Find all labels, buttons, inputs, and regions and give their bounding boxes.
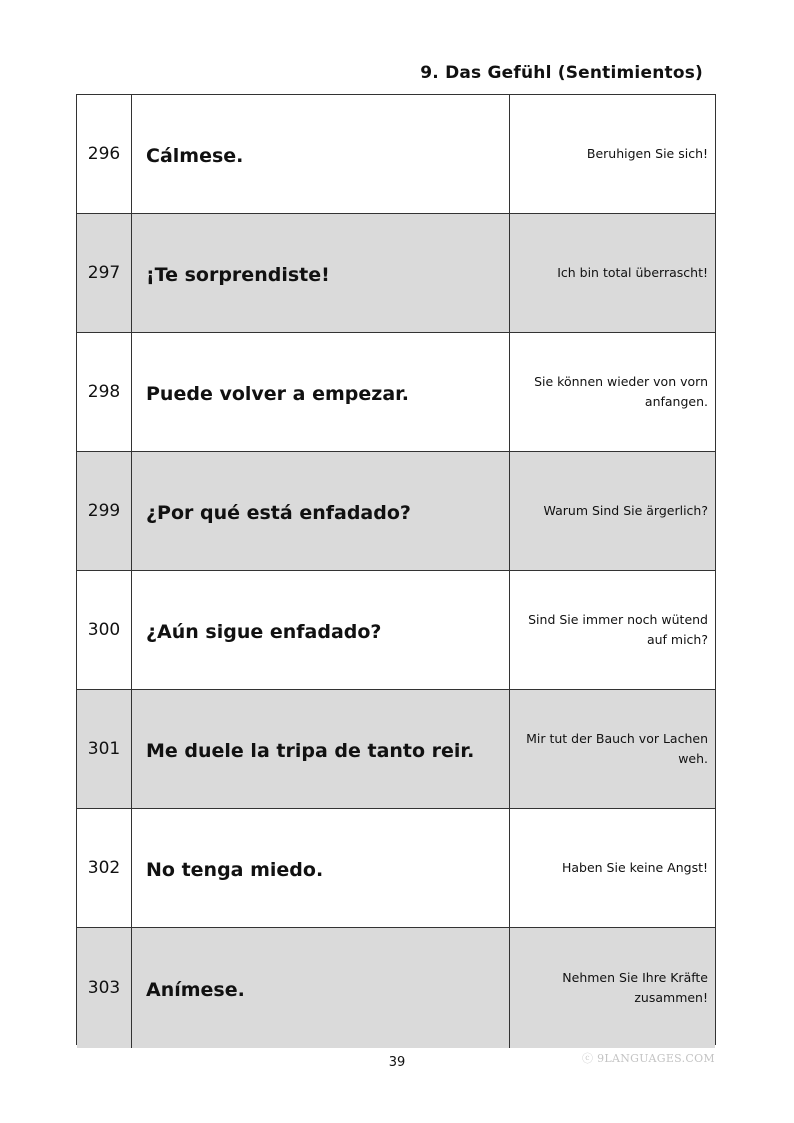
german-text: Warum Sind Sie ärgerlich? xyxy=(543,503,708,518)
phrase-number: 297 xyxy=(77,214,132,332)
german-translation xyxy=(510,95,715,213)
german-text: Haben Sie keine Angst! xyxy=(561,860,708,875)
phrase-number: 296 xyxy=(77,95,132,213)
german-translation xyxy=(510,809,715,927)
spanish-phrase: Cálmese. xyxy=(132,95,510,213)
table-row xyxy=(77,333,715,452)
copyright-watermark: ⓒ 9LANGUAGES.COM xyxy=(582,1052,715,1065)
phrase-number: 298 xyxy=(77,333,132,451)
german-text: Sie können wieder von vorn anfangen. xyxy=(534,374,708,409)
german-text: Beruhigen Sie sich! xyxy=(586,146,708,161)
table-row xyxy=(77,809,715,928)
phrase-table xyxy=(76,94,716,1045)
german-text: Ich bin total überrascht! xyxy=(557,265,708,280)
phrase-number: 301 xyxy=(77,690,132,808)
spanish-phrase: Puede volver a empezar. xyxy=(132,333,510,451)
german-translation xyxy=(510,928,715,1048)
spanish-phrase: No tenga miedo. xyxy=(132,809,510,927)
phrase-number: 299 xyxy=(77,452,132,570)
page-title: 9. Das Gefühl (Sentimientos) xyxy=(420,63,703,83)
table-row xyxy=(77,452,715,571)
page-number: 39 xyxy=(388,1055,406,1070)
german-translation xyxy=(510,452,715,570)
spanish-phrase: Anímese. xyxy=(132,928,510,1048)
german-translation xyxy=(510,214,715,332)
spanish-phrase: ¡Te sorprendiste! xyxy=(132,214,510,332)
spanish-phrase: Me duele la tripa de tanto reir. xyxy=(132,690,510,808)
german-text: Mir tut der Bauch vor Lachen weh. xyxy=(526,731,708,766)
german-text: Sind Sie immer noch wütend auf mich? xyxy=(528,612,708,647)
table-row xyxy=(77,214,715,333)
german-translation xyxy=(510,690,715,808)
phrase-number: 302 xyxy=(77,809,132,927)
table-row xyxy=(77,95,715,214)
german-translation xyxy=(510,333,715,451)
phrase-number: 300 xyxy=(77,571,132,689)
phrase-number: 303 xyxy=(77,928,132,1048)
table-row xyxy=(77,928,715,1048)
table-row xyxy=(77,690,715,809)
german-text: Nehmen Sie Ihre Kräfte zusammen! xyxy=(562,970,708,1005)
spanish-phrase: ¿Aún sigue enfadado? xyxy=(132,571,510,689)
german-translation xyxy=(510,571,715,689)
table-row xyxy=(77,571,715,690)
spanish-phrase: ¿Por qué está enfadado? xyxy=(132,452,510,570)
